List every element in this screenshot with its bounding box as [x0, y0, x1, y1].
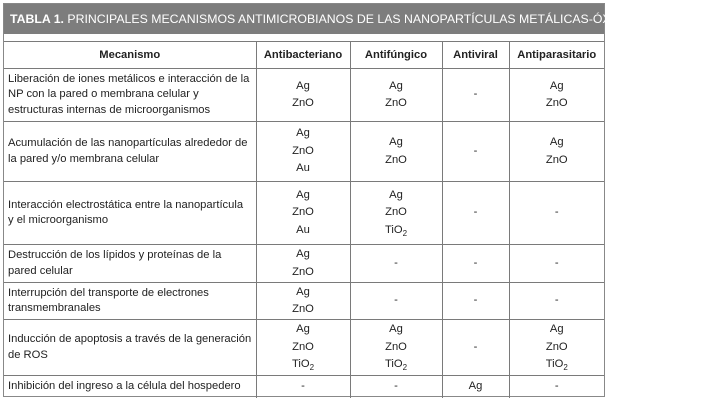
cell-value: Ag	[468, 380, 483, 392]
column-header-antibacteriano: Antibacteriano	[256, 42, 350, 69]
column-header-mecanismo: Mecanismo	[4, 42, 256, 69]
cell-value: TiO$_2$	[291, 358, 315, 373]
cell-value: -	[473, 294, 478, 307]
cell-value: Ag	[549, 79, 564, 92]
antifungico-cell	[350, 376, 442, 398]
antiparasitario-cell	[509, 245, 604, 283]
cell-value: Ag	[296, 79, 310, 92]
cell-value: Ag	[296, 285, 310, 298]
antibacteriano-cell	[256, 245, 350, 283]
cell-value: Ag	[296, 127, 310, 140]
antiparasitario-cell	[509, 283, 604, 320]
cell-value: ZnO	[385, 153, 407, 166]
cell-value: Ag	[549, 323, 564, 336]
antiparasitario-cell	[509, 320, 604, 376]
cell-value: ZnO	[292, 97, 314, 109]
antiparasitario-cell	[509, 69, 604, 122]
cell-value: ZnO	[385, 97, 407, 109]
antiviral-cell	[442, 320, 509, 376]
table-header-row	[4, 42, 604, 69]
mechanisms-table	[4, 41, 604, 398]
antifungico-cell	[350, 283, 442, 320]
cell-value: -	[473, 256, 478, 269]
cell-value: -	[473, 144, 478, 157]
antifungico-cell	[350, 182, 442, 245]
cell-value: Au	[296, 223, 310, 236]
table-row	[4, 283, 604, 320]
antibacteriano-cell	[256, 376, 350, 398]
antifungico-cell	[350, 245, 442, 283]
cell-value: ZnO	[292, 144, 314, 157]
cell-value: -	[473, 88, 478, 101]
antiviral-cell	[442, 122, 509, 182]
cell-value: ZnO	[292, 265, 314, 278]
cell-value: Ag	[296, 248, 310, 260]
cell-value: -	[554, 294, 559, 307]
mechanism-cell: Interacción electrostática entre la nanopartícula y el microorganismo	[4, 182, 256, 245]
mechanism-cell: Acumulación de las nanopartículas alrededor de la pared y/o membrana celular	[4, 122, 256, 182]
cell-value: -	[394, 294, 398, 307]
mechanism-cell: Inducción de apoptosis a través de la generación de ROS	[4, 320, 256, 376]
table-frame	[3, 3, 706, 397]
cell-value: -	[554, 256, 559, 269]
cell-value: ZnO	[292, 206, 314, 219]
table-row	[4, 182, 604, 245]
table-title-label: TABLA 1.	[10, 12, 64, 26]
antiviral-cell	[442, 182, 509, 245]
table-row	[4, 376, 604, 398]
antibacteriano-cell	[256, 69, 350, 122]
antiviral-cell	[442, 69, 509, 122]
table-row	[4, 69, 604, 122]
antifungico-cell	[350, 320, 442, 376]
cell-value: Au	[296, 162, 310, 175]
mechanism-cell: Destrucción de los lípidos y proteínas de la pared celular	[4, 245, 256, 283]
column-header-antiparasitario: Antiparasitario	[509, 42, 604, 69]
table-row	[4, 320, 604, 376]
mechanism-cell: Liberación de iones metálicos e interacción de la NP con la pared o membrana celular y estructuras internas de microorganismos	[4, 69, 256, 122]
antiviral-cell	[442, 376, 509, 398]
table-title	[4, 4, 706, 34]
cell-value: ZnO	[545, 97, 568, 109]
table-title-text: PRINCIPALES MECANISMOS ANTIMICROBIANOS DE LAS NANOPARTÍCULAS METÁLICAS-ÓXIDO METÁLICAS	[63, 12, 706, 26]
cell-value: Ag	[389, 136, 403, 148]
mechanism-cell: Interrupción del transporte de electrones transmembranales	[4, 283, 256, 320]
antiparasitario-cell	[509, 122, 604, 182]
cell-value: ZnO	[545, 153, 568, 166]
cell-value: -	[554, 206, 559, 219]
cell-value: Ag	[389, 79, 403, 92]
antiparasitario-cell	[509, 376, 604, 398]
table-row	[4, 122, 604, 182]
antiparasitario-cell	[509, 182, 604, 245]
cell-value: Ag	[296, 323, 310, 336]
antibacteriano-cell	[256, 182, 350, 245]
antiviral-cell	[442, 245, 509, 283]
cell-value: Ag	[549, 136, 564, 148]
cell-value: ZnO	[385, 206, 407, 219]
cell-value: -	[473, 206, 478, 219]
cell-value: TiO$_2$	[384, 358, 408, 373]
cell-value: -	[394, 380, 398, 392]
antibacteriano-cell	[256, 122, 350, 182]
cell-value: ZnO	[292, 340, 314, 353]
cell-value: ZnO	[292, 303, 314, 315]
mechanism-cell: Inhibición del ingreso a la célula del hospedero	[4, 376, 256, 398]
cell-value: ZnO	[385, 340, 407, 353]
cell-value: -	[554, 380, 559, 392]
antibacteriano-cell	[256, 320, 350, 376]
cell-value: TiO$_2$	[384, 223, 408, 238]
table-row	[4, 245, 604, 283]
cell-value: Ag	[296, 188, 310, 201]
column-header-antifungico: Antifúngico	[350, 42, 442, 69]
antifungico-cell	[350, 122, 442, 182]
cell-value: Ag	[389, 323, 403, 336]
antibacteriano-cell	[256, 283, 350, 320]
cell-value: TiO$_2$	[545, 358, 568, 373]
cell-value: -	[394, 256, 398, 269]
antifungico-cell	[350, 69, 442, 122]
cell-value: -	[301, 380, 305, 392]
cell-value: ZnO	[545, 340, 568, 353]
cell-value: Ag	[389, 188, 403, 201]
antiviral-cell	[442, 283, 509, 320]
column-header-antiviral: Antiviral	[442, 42, 509, 69]
cell-value: -	[473, 340, 478, 353]
